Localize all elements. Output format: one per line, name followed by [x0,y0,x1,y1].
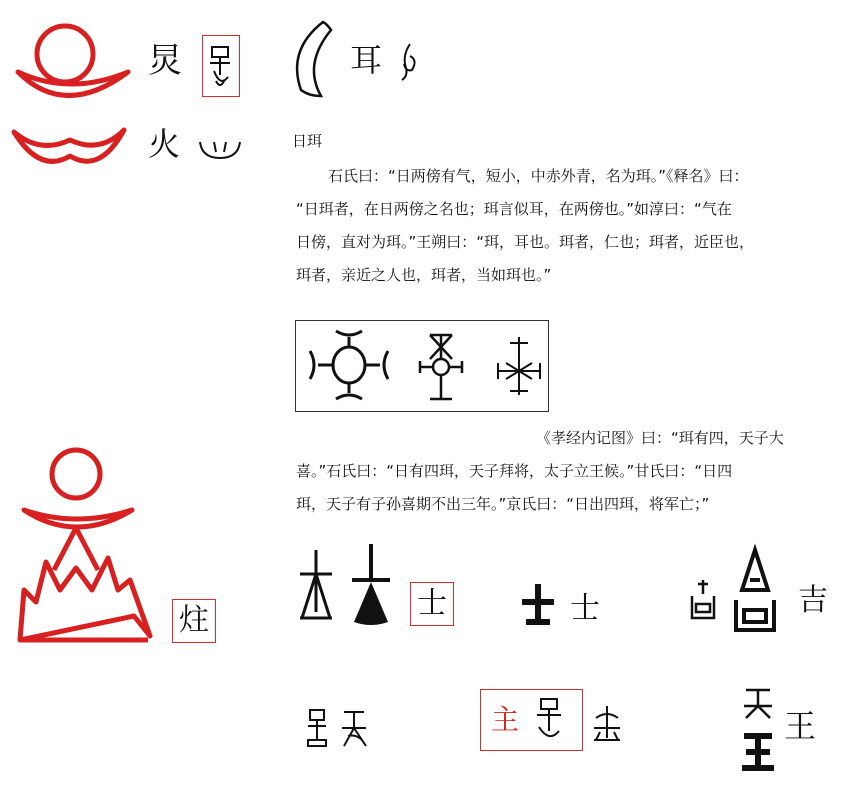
paragraph-2 [296,422,826,521]
paragraph-1 [296,160,826,292]
sun-flame-drawing [14,440,164,650]
glyph-zhu-box [172,599,216,643]
ancient-glyph-huo [196,136,244,166]
ancient-glyph-box-top [202,35,240,97]
glyph-shi-box [410,582,454,626]
four-er-glyph-box [295,320,549,412]
glyph-zhu-red: 主 [491,703,520,736]
paragraph-2-line: 《孝经内记图》曰：“珥有四，天子大 [536,429,784,447]
ancient-glyph-shi-bold [518,582,558,626]
paragraph-1-line: 珥者，亲近之人也，珥者，当如珥也。” [296,266,552,284]
ancient-glyph-zhu-pair [304,706,374,750]
glyph-er: 耳 [350,41,383,79]
ancient-glyph-wang [738,684,778,780]
glyph-ji: 吉 [798,583,828,618]
four-er-glyph-small [494,333,544,403]
paragraph-2-line: 珥，天子有子孙喜期不出三年。”京氏曰：“日出四珥，将军亡；” [296,495,710,513]
glyph-shi-boxed: 士 [417,586,447,621]
glyph-zhu-ancient-box [480,689,583,751]
paragraph-1-line: 石氏曰：“日两傍有气，短小，中赤外青，名为珥。”《释名》曰： [328,167,749,185]
red-crescent-drawing [10,124,130,174]
four-er-glyph-medium [416,331,466,401]
crescent-moon-glyph [285,20,345,100]
glyph-huo: 火 [148,125,181,163]
ancient-glyph-ji-large [730,546,780,636]
sun-crescent-drawing [10,14,140,124]
ancient-glyph-ji-small [688,578,718,622]
ancient-glyph-er [396,42,422,82]
paragraph-1-line: 日傍，直对为珥。”王朔曰：“珥，耳也。珥者，仁也；珥者，近臣也， [296,233,755,251]
paragraph-1-line: “日珥者，在日两傍之名也；珥言似耳，在两傍也。”如淳曰：“气在 [296,200,732,218]
glyph-ling: 炅 [148,41,182,81]
ancient-glyph-ling [206,41,236,91]
four-er-glyph-large [304,323,394,407]
ancient-glyph-zhu [533,695,567,745]
glyph-shi: 士 [570,591,600,626]
glyph-zhu: 炷 [179,603,209,638]
ancient-glyph-shi-outline [296,546,336,626]
glyph-wang: 王 [784,707,817,745]
section-heading: 日珥 [292,132,323,150]
paragraph-2-line: 喜。”石氏曰：“日有四珥，天子拜将，太子立王候。”甘氏曰：“日四 [296,462,733,480]
ancient-glyph-zhu-seal [590,704,624,744]
ancient-glyph-shi-solid [346,542,396,626]
